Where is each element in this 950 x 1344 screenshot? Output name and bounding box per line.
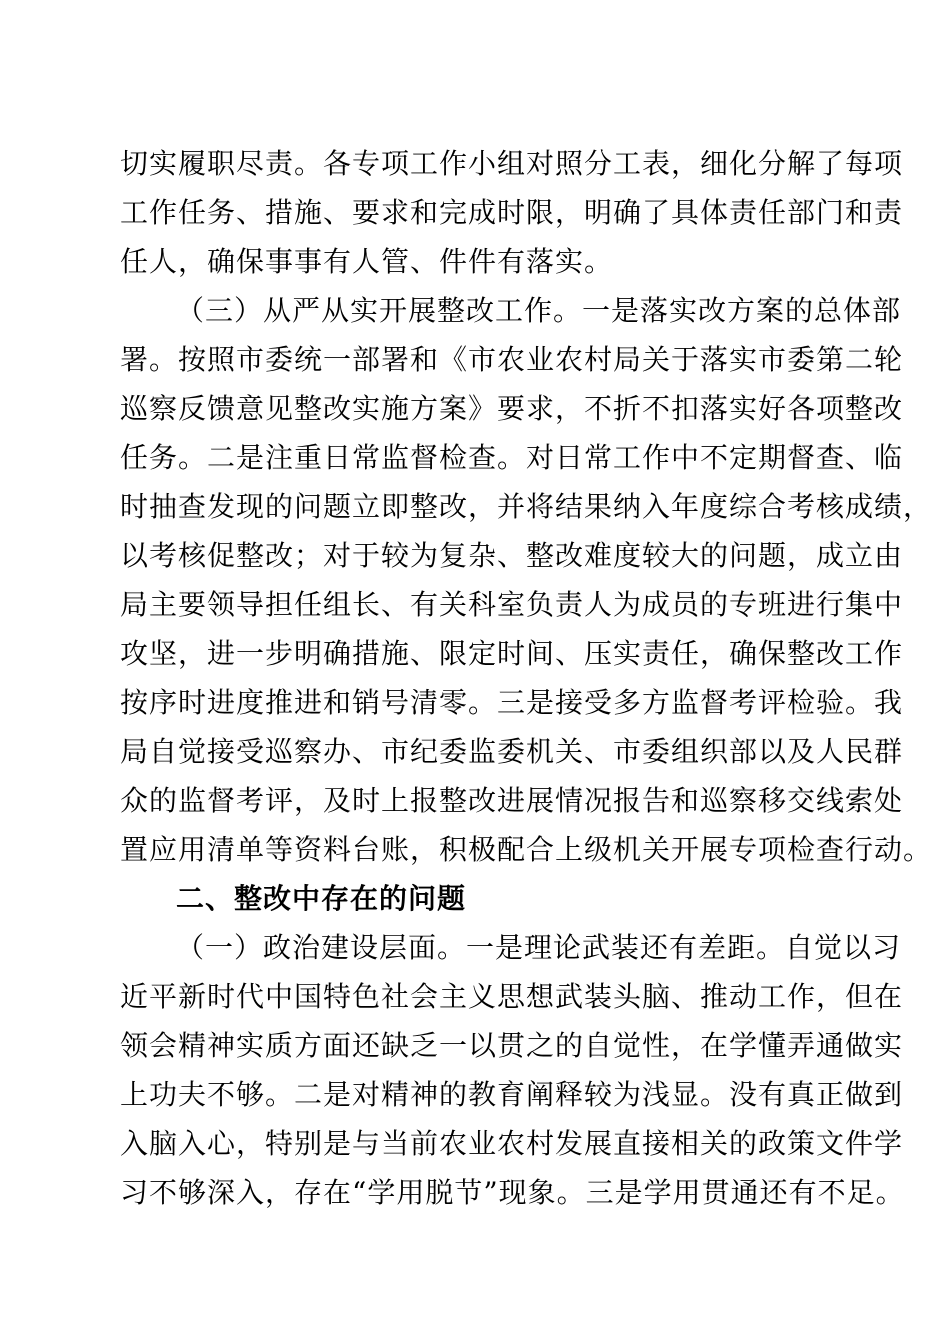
paragraph-line: 上功夫不够。二是对精神的教育阐释较为浅显。没有真正做到 xyxy=(120,1078,904,1111)
paragraph-line: 以考核促整改；对于较为复杂、整改难度较大的问题，成立由 xyxy=(120,539,904,572)
paragraph-line: 局自觉接受巡察办、市纪委监委机关、市委组织部以及人民群 xyxy=(120,735,904,768)
paragraph-line: 近平新时代中国特色社会主义思想武装头脑、推动工作，但在 xyxy=(120,980,904,1013)
paragraph-line: 切实履职尽责。各专项工作小组对照分工表，细化分解了每项 xyxy=(120,147,904,180)
paragraph-line: 按序时进度推进和销号清零。三是接受多方监督考评检验。我 xyxy=(120,686,904,719)
paragraph-line: 任人，确保事事有人管、件件有落实。 xyxy=(120,245,614,278)
paragraph-line: 习不够深入，存在“学用脱节”现象。三是学用贯通还有不足。 xyxy=(120,1176,905,1209)
paragraph-line: 署。按照市委统一部署和《市农业农村局关于落实市委第二轮 xyxy=(120,343,904,376)
paragraph-line: 领会精神实质方面还缺乏一以贯之的自觉性，在学懂弄通做实 xyxy=(120,1029,904,1062)
paragraph-line: 工作任务、措施、要求和完成时限，明确了具体责任部门和责 xyxy=(120,196,904,229)
paragraph-line: （一）政治建设层面。一是理论武装还有差距。自觉以习 xyxy=(176,931,902,964)
paragraph-line: 众的监督考评，及时上报整改进展情况报告和巡察移交线索处 xyxy=(120,784,904,817)
paragraph-line: 攻坚，进一步明确措施、限定时间、压实责任，确保整改工作 xyxy=(120,637,904,670)
paragraph-line: 任务。二是注重日常监督检查。对日常工作中不定期督查、临 xyxy=(120,441,904,474)
paragraph-line: （三）从严从实开展整改工作。一是落实改方案的总体部 xyxy=(176,294,902,327)
paragraph-line: 巡察反馈意见整改实施方案》要求，不折不扣落实好各项整改 xyxy=(120,392,904,425)
paragraph-line: 置应用清单等资料台账，积极配合上级机关开展专项检查行动。 xyxy=(120,833,933,866)
paragraph-line: 局主要领导担任组长、有关科室负责人为成员的专班进行集中 xyxy=(120,588,904,621)
section-heading: 二、整改中存在的问题 xyxy=(176,882,467,915)
paragraph-line: 时抽查发现的问题立即整改，并将结果纳入年度综合考核成绩， xyxy=(120,490,933,523)
paragraph-line: 入脑入心，特别是与当前农业农村发展直接相关的政策文件学 xyxy=(120,1127,904,1160)
